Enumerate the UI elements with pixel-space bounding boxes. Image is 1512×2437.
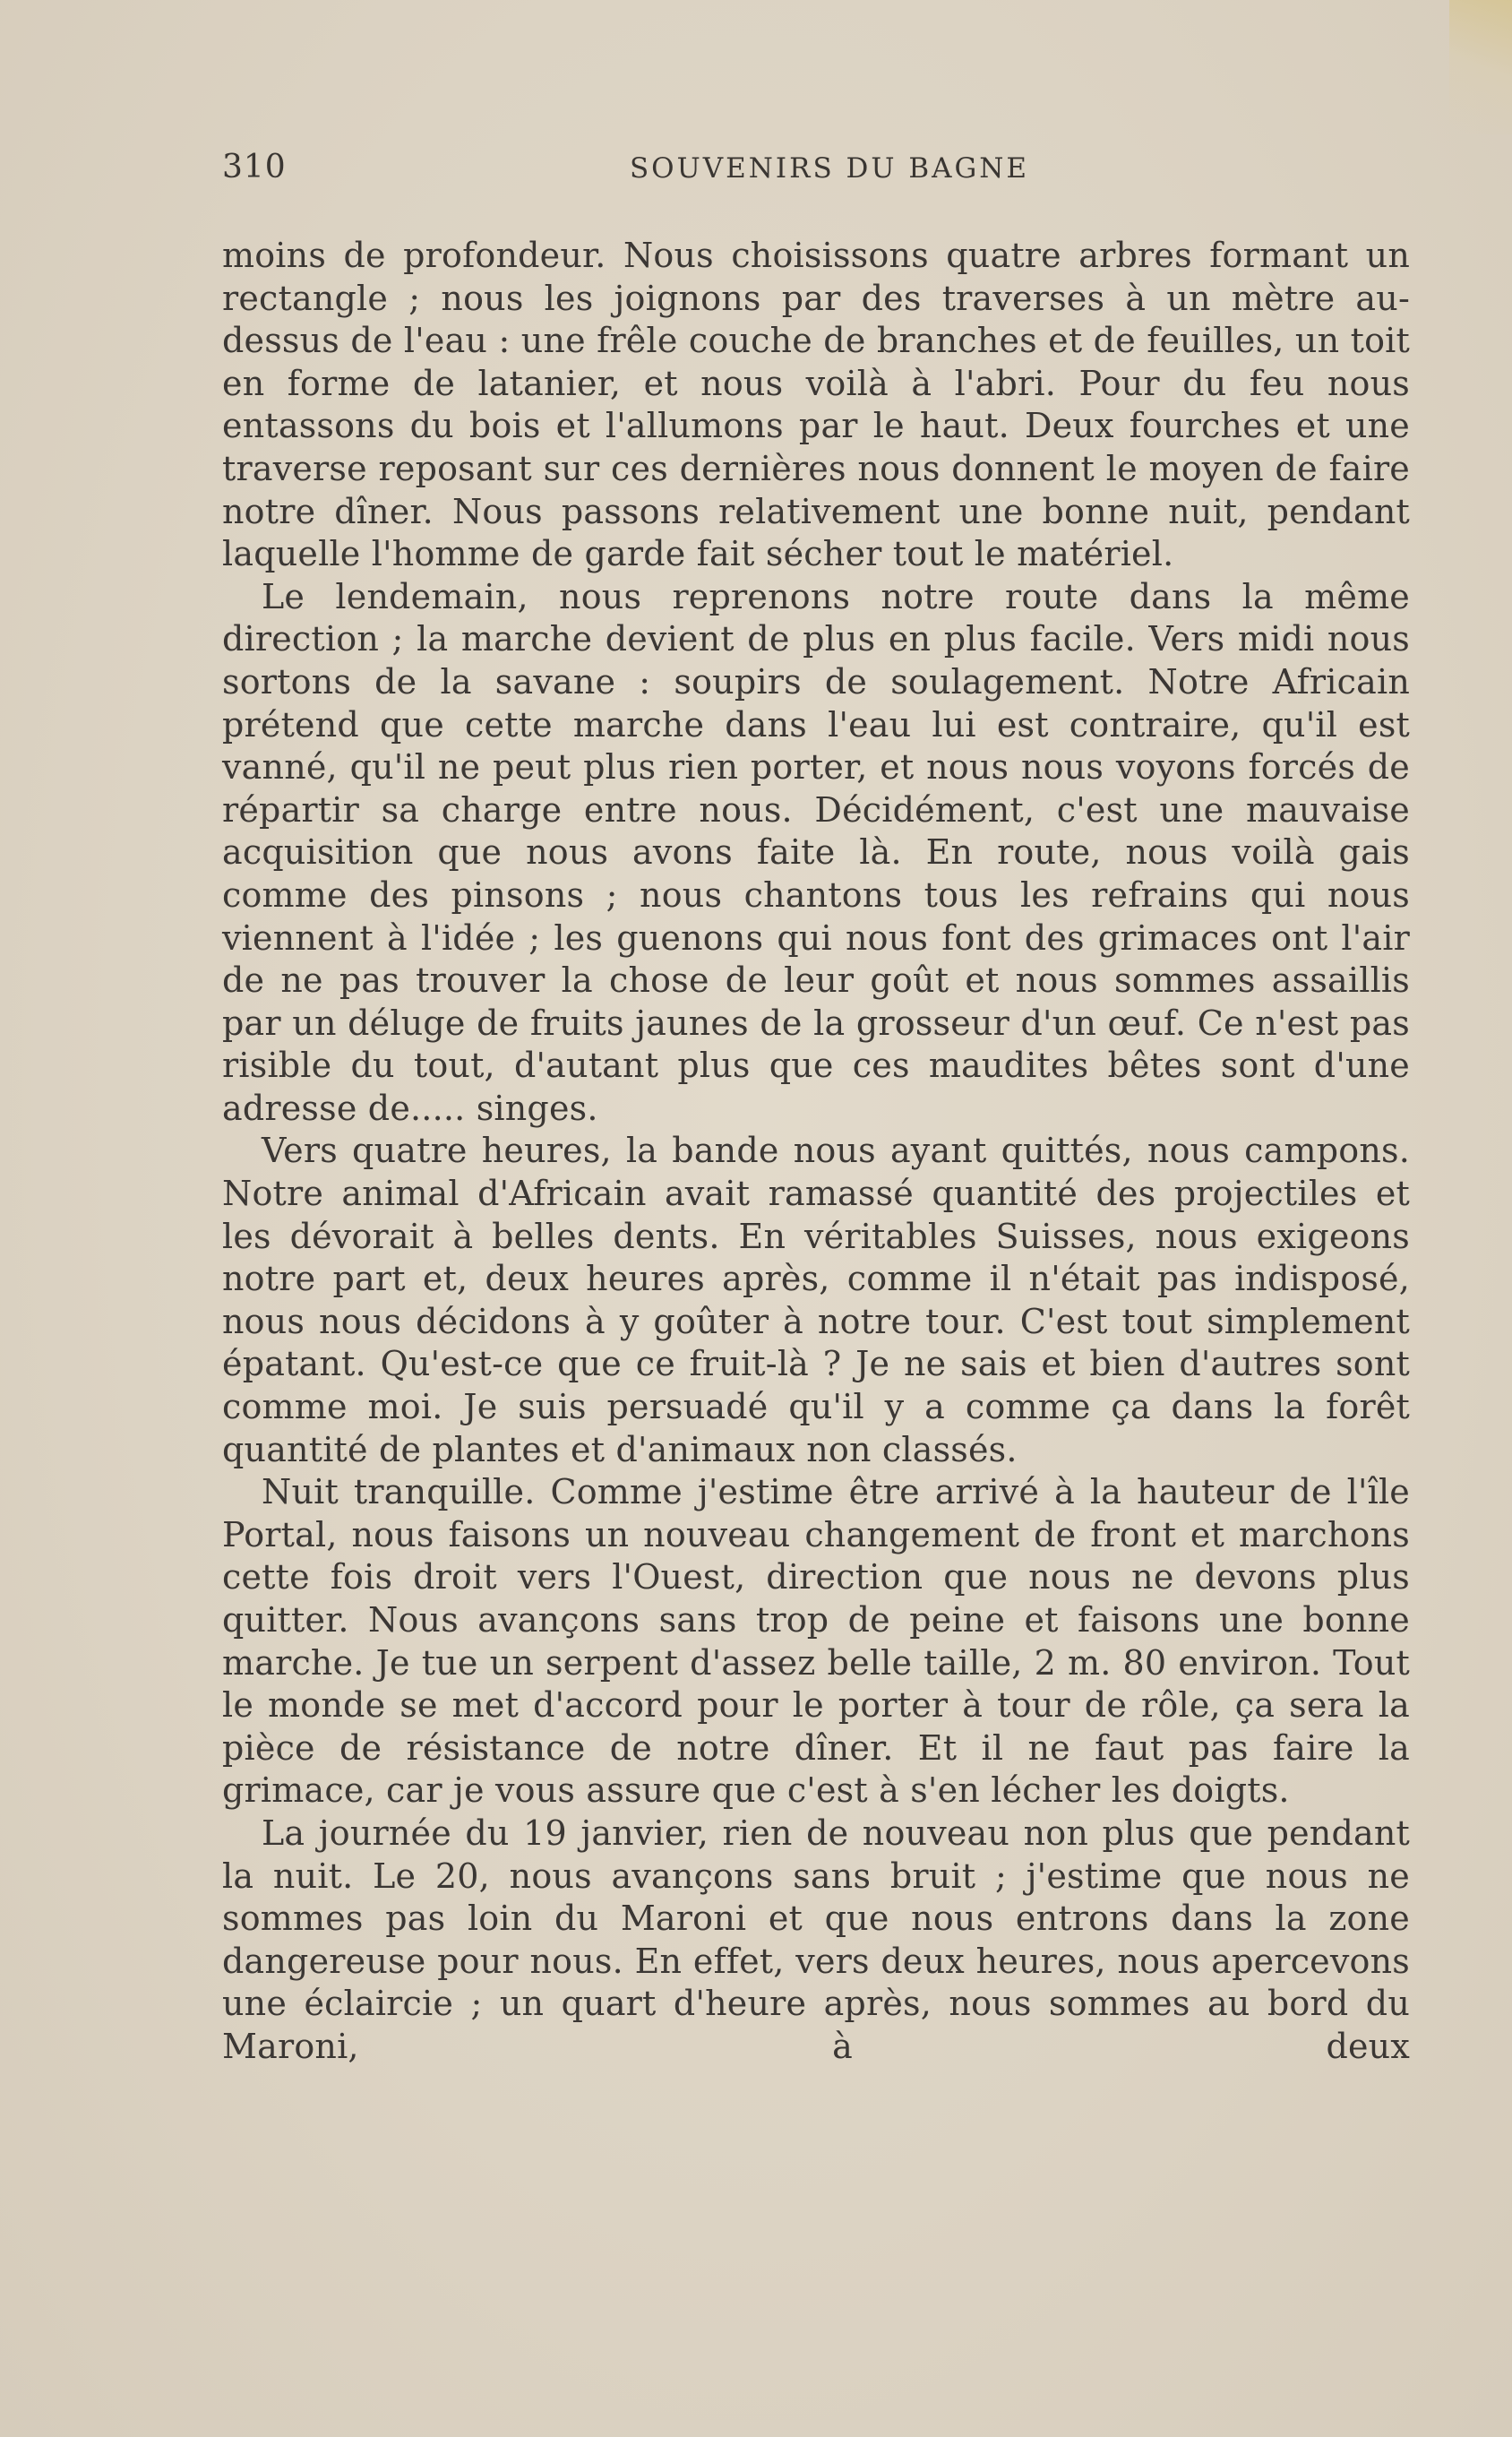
paragraph-3: Vers quatre heures, la bande nous ayant quittés, nous campons. Notre animal d'Africain avait ramassé quantité des projectiles et les dévorait à belles dents. En véritables Suisses, nous exigeons notre part et, deux heures après, comme il n'était pas indisposé, nous nous décidons à y goûter à notre tour. C'est tout simplement épatant. Qu'est-ce que ce fruit-là ? Je ne sais et bien d'autres sont comme moi. Je suis persuadé qu'il y a comme ça dans la forêt quantité de plantes et d'animaux non classés. [222, 1131, 1410, 1469]
paragraph-1: moins de profondeur. Nous choisissons quatre arbres formant un rectangle ; nous les joignons par des traverses à un mètre au-dessus de l'eau : une frêle couche de branches et de feuilles, un toit en forme de latanier, et nous voilà à l'abri. Pour du feu nous entassons du bois et l'allumons par le haut. Deux fourches et une traverse reposant sur ces dernières nous donnent le moyen de faire notre dîner. Nous passons relativement une bonne nuit, pendant laquelle l'homme de garde fait sécher tout le matériel. [222, 236, 1410, 574]
running-head: SOUVENIRS DU BAGNE [629, 152, 1030, 185]
paragraph-2: Le lendemain, nous reprenons notre route dans la même direction ; la marche devient de plus en plus facile. Vers midi nous sortons de la savane : soupirs de soulagement. Notre Africain prétend que cette marche dans l'eau lui est contraire, qu'il est vanné, qu'il ne peut plus rien porter, et nous nous voyons forcés de répartir sa charge entre nous. Décidément, c'est une mauvaise acquisition que nous avons faite là. En route, nous voilà gais comme des pinsons ; nous chantons tous les refrains qui nous viennent à l'idée ; les guenons qui nous font des grimaces ont l'air de ne pas trouver la chose de leur goût et nous sommes assaillis par un déluge de fruits jaunes de la grosseur d'un œuf. Ce n'est pas risible du tout, d'autant plus que ces maudites bêtes sont d'une adresse de..... singes. [222, 576, 1410, 1128]
page-header [222, 149, 1410, 192]
paragraph-4: Nuit tranquille. Comme j'estime être arrivé à la hauteur de l'île Portal, nous faisons un nouveau changement de front et marchons cette fois droit vers l'Ouest, direction que nous ne devons plus quitter. Nous avançons sans trop de peine et faisons une bonne marche. Je tue un serpent d'assez belle taille, 2 m. 80 environ. Tout le monde se met d'accord pour le porter à tour de rôle, ça sera la pièce de résistance de notre dîner. Et il ne faut pas faire la grimace, car je vous assure que c'est à s'en lécher les doigts. [222, 1472, 1410, 1811]
page-stain [1449, 0, 1512, 134]
paragraph-5: La journée du 19 janvier, rien de nouveau non plus que pendant la nuit. Le 20, nous avançons sans bruit ; j'estime que nous ne sommes pas loin du Maroni et que nous entrons dans la zone dangereuse pour nous. En effet, vers deux heures, nous apercevons une éclaircie ; un quart d'heure après, nous sommes au bord du Maroni, à deux [222, 1813, 1410, 2066]
body-text [222, 235, 1410, 2069]
page-number: 310 [222, 149, 287, 185]
